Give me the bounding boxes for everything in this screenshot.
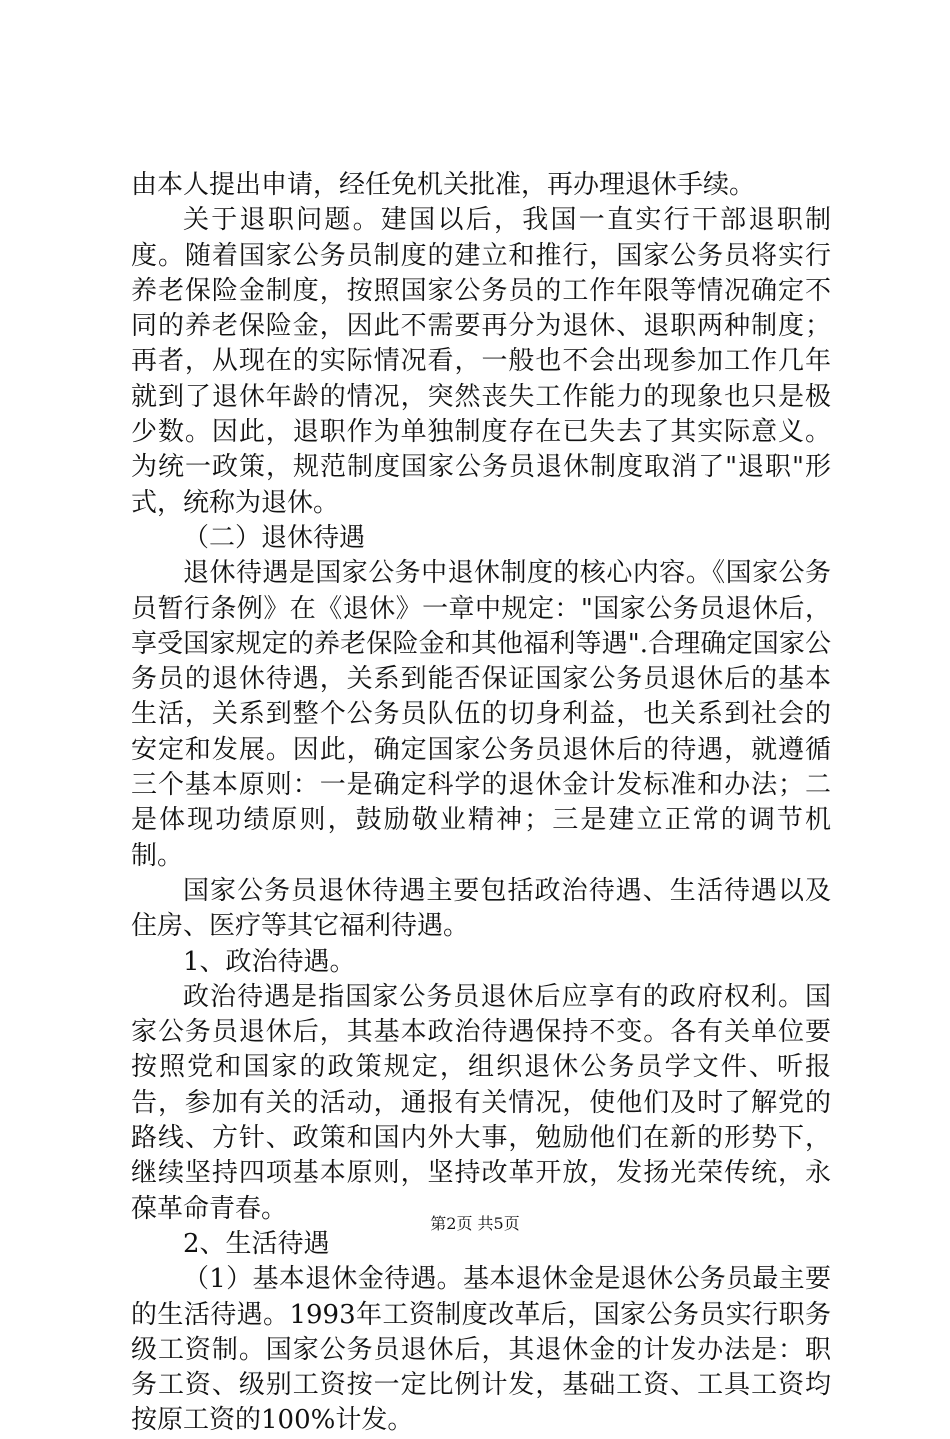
paragraph-retirement-procedure: 由本人提出申请，经任免机关批准，再办理退休手续。 bbox=[131, 170, 756, 200]
subheading-living-benefits: 2、生活待遇 bbox=[183, 1228, 330, 1259]
paragraph-political-benefits: 政治待遇是指国家公务员退休后应享有的政府权利。国家公务员退休后，其基本政治待遇保持不变。各有关单位要按照党和国家的政策规定，组织退休公务员学文件、听报告，参加有关的活动，通报有关情况，使他们及时了解党的路线、方针、政策和国内外大事，勉励他们在新的形势下，继续坚持四项基本原则，坚持改革开放，发扬光荣传统，永葆革命青春。 bbox=[131, 981, 831, 1224]
paragraph-resignation-issue: 关于退职问题。建国以后，我国一直实行干部退职制度。随着国家公务员制度的建立和推行，国家公务员将实行养老保险金制度，按照国家公务员的工作年限等情况确定不同的养老保险金，因此不需要再分为退休、退职两种制度；再者，从现在的实际情况看，一般也不会出现参加工作几年就到了退休年龄的情况，突然丧失工作能力的现象也只是极少数。因此，退职作为单独制度存在已失去了其实际意义。为统一政策，规范制度国家公务员退休制度取消了"退职"形式，统称为退休。 bbox=[131, 205, 831, 518]
page-footer bbox=[0, 1214, 950, 1234]
subheading-political-benefits: 1、政治待遇。 bbox=[183, 946, 356, 977]
section-heading-retirement-benefits: （二）退休待遇 bbox=[183, 522, 366, 553]
paragraph-basic-pension: （1）基本退休金待遇。基本退休金是退休公务员最主要的生活待遇。1993年工资制度改革后，国家公务员实行职务级工资制。国家公务员退休后，其退休金的计发办法是：职务工资、级别工资按一定比例计发，基础工资、工具工资均按原工资的100%计发。 bbox=[131, 1264, 831, 1436]
paragraph-benefits-overview: 国家公务员退休待遇主要包括政治待遇、生活待遇以及住房、医疗等其它福利待遇。 bbox=[131, 875, 831, 942]
document-body bbox=[131, 168, 831, 1439]
page-number-label: 第2页 共5页 bbox=[430, 1214, 520, 1233]
paragraph-retirement-benefits-core: 退休待遇是国家公务中退休制度的核心内容。《国家公务员暂行条例》在《退休》一章中规定："国家公务员退休后，享受国家规定的养老保险金和其他福利等遇".合理确定国家公务员的退休待遇，关系到能否保证国家公务员退休后的基本生活，关系到整个公务员队伍的切身利益，也关系到社会的安定和发展。因此，确定国家公务员退休后的待遇，就遵循三个基本原则：一是确定科学的退休金计发标准和办法；二是体现功绩原则，鼓励敬业精神；三是建立正常的调节机制。 bbox=[131, 558, 831, 871]
